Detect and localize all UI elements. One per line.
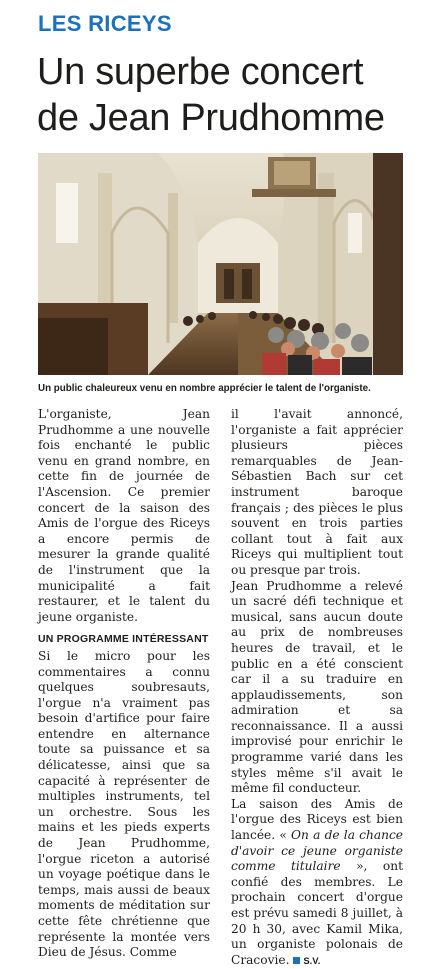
article-column-2 — [231, 407, 403, 969]
subheading: UN PROGRAMME INTÉRESSANT — [38, 633, 209, 646]
concert-photo — [38, 153, 403, 375]
article-column-1 — [38, 407, 210, 961]
paragraph-bach: il l'avait annoncé, l'organiste a fait apprécier plusieurs pièces remarquables de Jean-Sébastien Bach sur cet instrument baroque français ; des pièces le plus souvent en trois parties collant tout à fait aux Riceys qui multiplient tout ou presque par trois. — [231, 407, 403, 577]
headline — [37, 49, 432, 141]
paragraph-programme: Si le micro pour les commentaires a connu quelques soubresauts, l'orgue n'a vraiment pas besoin d'artifice pour faire entendre en alternance toute sa puissance et sa délicatesse, ainsi que sa capacité à représenter de multiples instruments, tel un orchestre. Sous les mains et les pieds experts de Jean Prudhomme, l'orgue riceton a autorisé un voyage poétique dans le temps, mais aussi de beaux moments de méditation sur cette fête chrétienne que représente la montée vers Dieu de Jésus. Comme — [38, 648, 210, 960]
paragraph-intro: L'organiste, Jean Prudhomme a une nouvelle fois enchanté le public venu en grand nombre, en cette fin de journée de l'Ascension. Ce premier concert de la saison des Amis de l'orgue des Riceys a encore permis de mesurer la grande qualité de l'instrument que la municipalité a fait restaurer, et le talent du jeune organiste. — [38, 407, 210, 624]
season-text-start: La saison des Amis de l'orgue des Riceys est bien lancée. « — [231, 796, 403, 843]
paragraph-challenge: Jean Prudhomme a relevé un sacré défi technique et musical, sans aucun doute au prix de nombreuses heures de travail, et le public en a été conscient car il a su traduire en applaudissements, son admiration et sa reconnaissance. Il a aussi improvisé pour enrichir le programme varié dans les styles même s'il avait le même fil conducteur. — [231, 578, 403, 796]
section-label: LES RICEYS — [38, 11, 172, 36]
author-signature: S.V. — [303, 955, 321, 967]
headline-line-1: Un superbe concert — [37, 51, 364, 93]
paragraph-season — [231, 797, 403, 969]
church-interior-illustration — [38, 153, 403, 375]
member-quote: On a de la chance d'avoir ce jeune organiste comme titulaire — [231, 828, 403, 874]
headline-line-2: de Jean Prudhomme — [37, 97, 385, 139]
end-square-icon — [293, 957, 300, 964]
photo-caption: Un public chaleureux venu en nombre apprécier le talent de l'organiste. — [38, 383, 371, 394]
season-text-end: », ont confié des membres. Le prochain concert d'orgue est prévu samedi 8 juillet, à 20 h 30, avec Kamil Mika, un organiste polonais de Cracovie. — [231, 859, 403, 967]
